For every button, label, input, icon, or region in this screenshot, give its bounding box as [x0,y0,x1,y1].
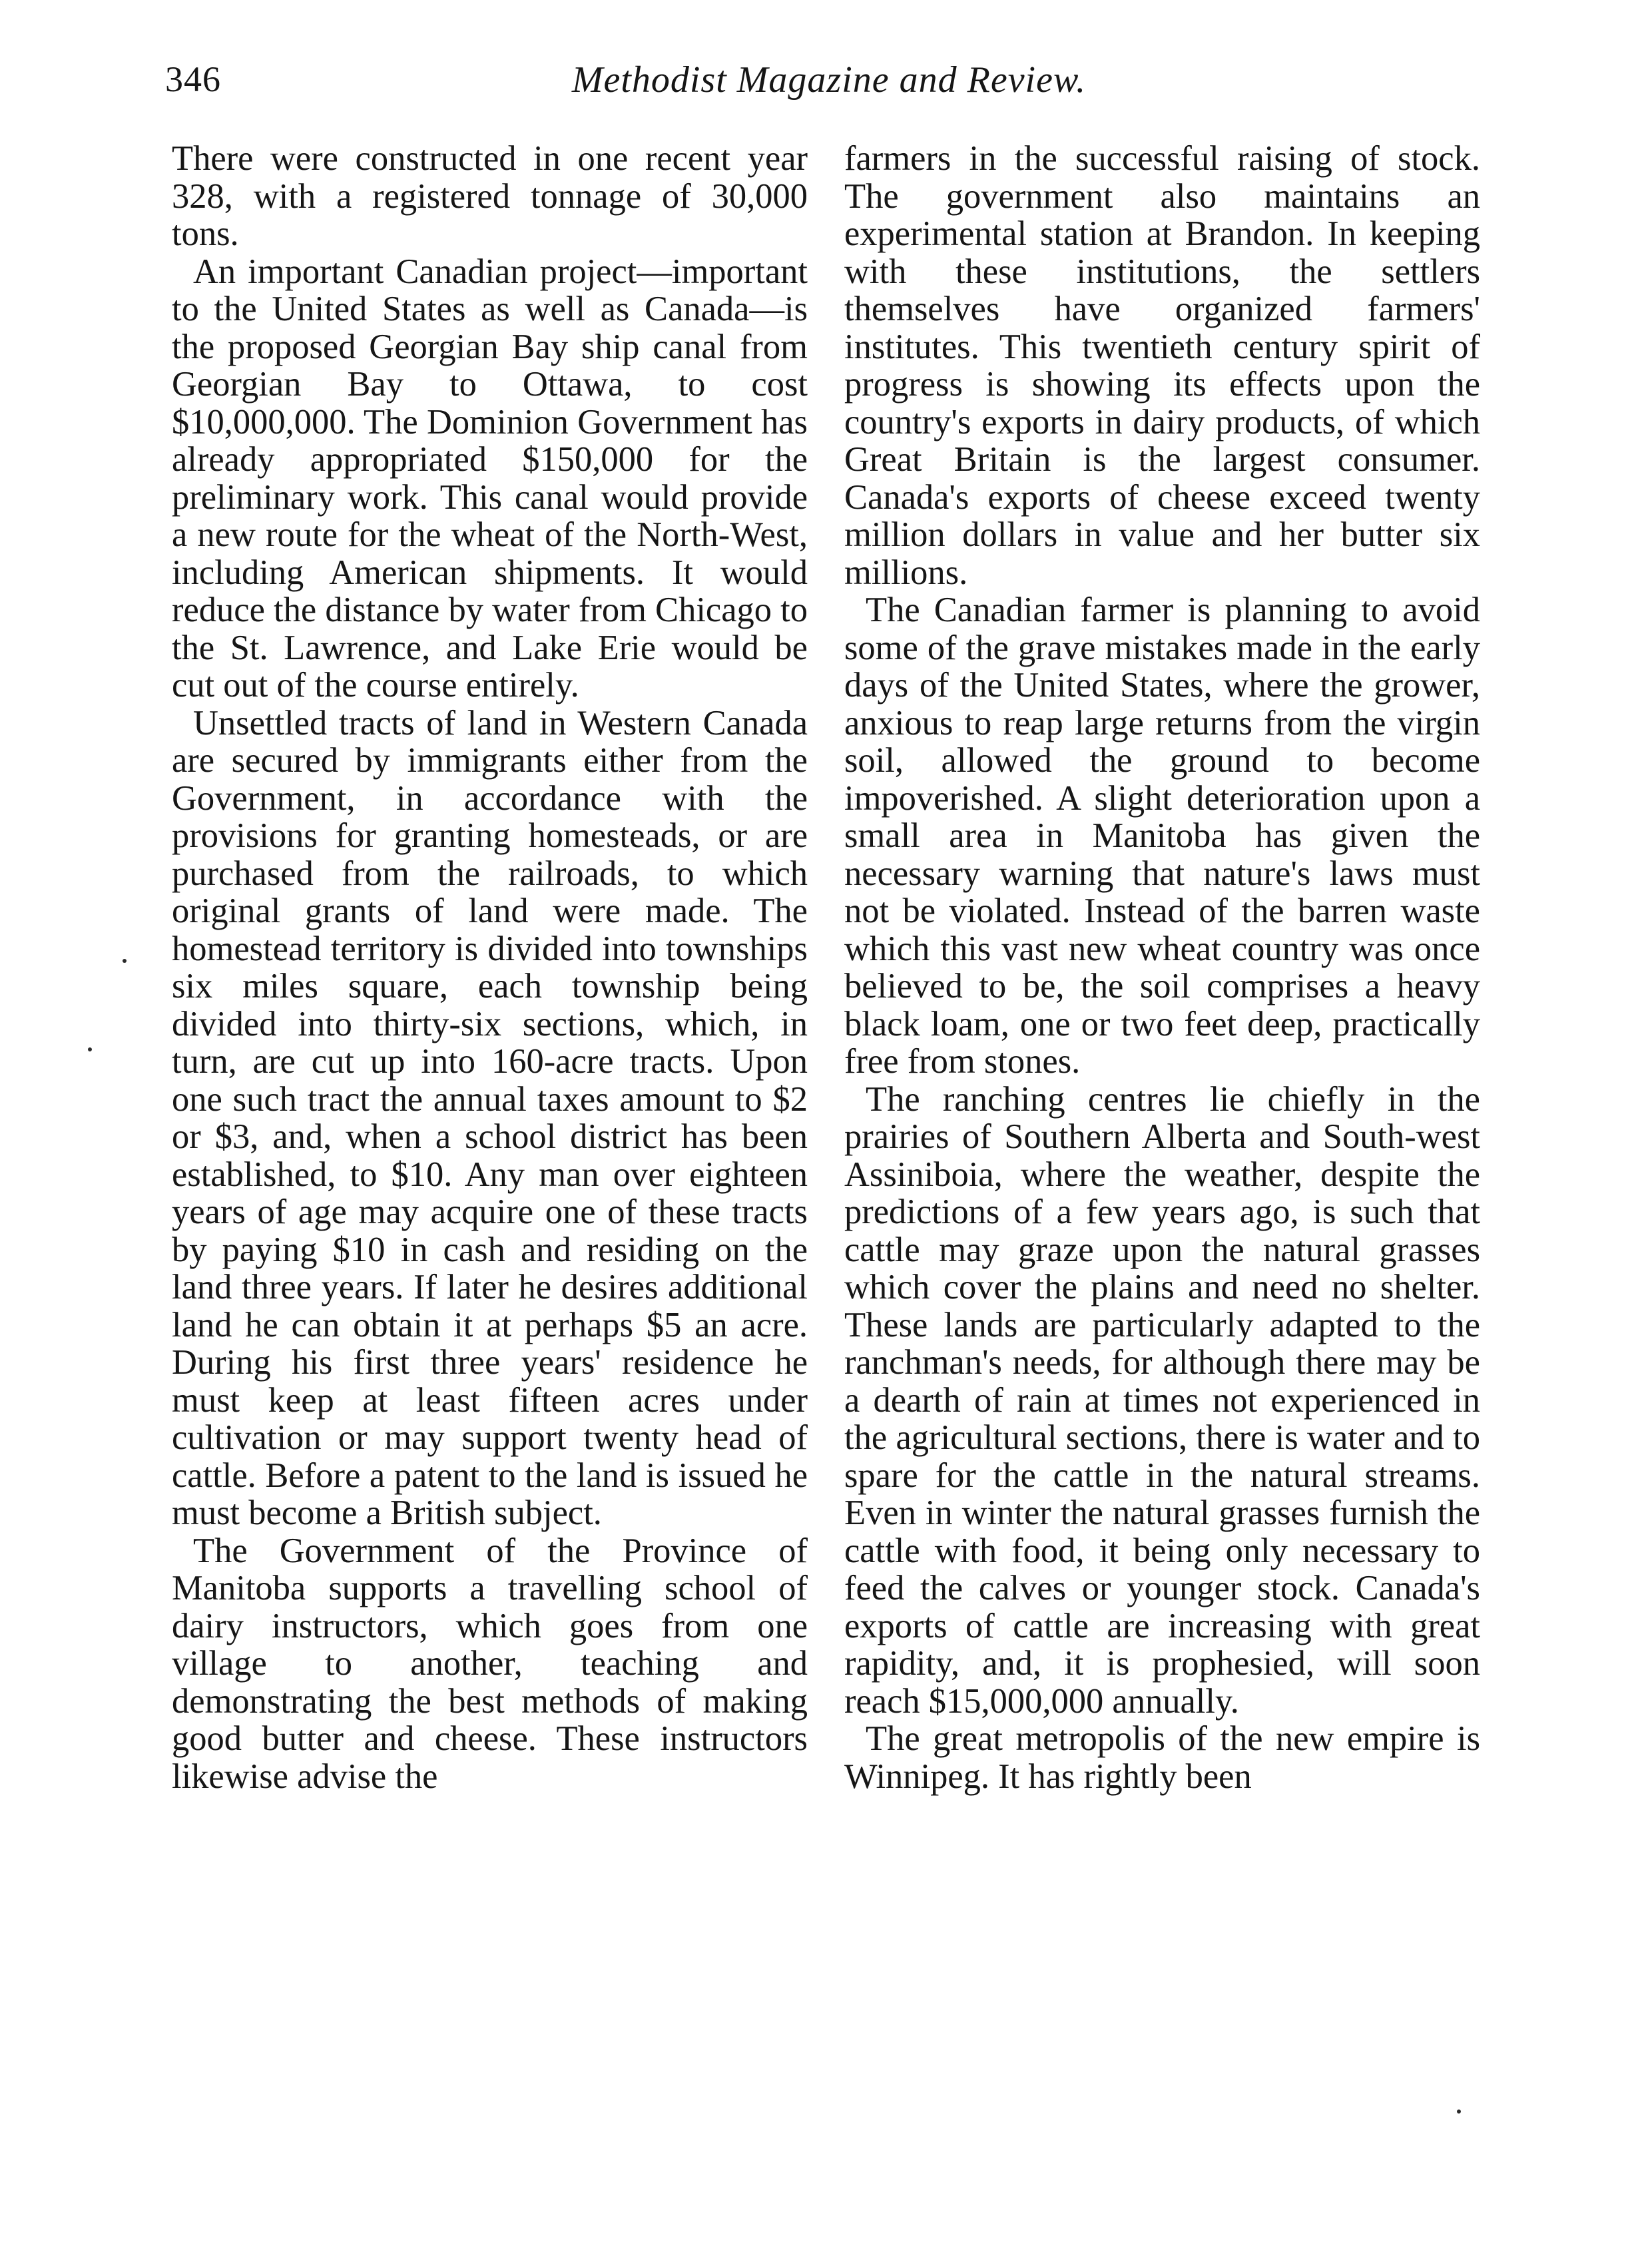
running-head: Methodist Magazine and Review. [571,59,1087,101]
paragraph: The Government of the Province of Manitoba supports a travelling school of dairy instructors, which goes from one village to another, teaching and demonstrating the best methods of making good butter and cheese. These instructors likewise advise the [172,1531,808,1796]
page-number: 346 [165,59,221,99]
left-column [172,140,808,1795]
paragraph: The Canadian farmer is planning to avoid some of the grave mistakes made in the early days of the United States, where the grower, anxious to reap large returns from the virgin soil, allowed the ground to become impoverished. A slight deterioration upon a small area in Manitoba has given the necessary warning that nature's laws must not be violated. Instead of the barren waste which this vast new wheat country was once believed to be, the soil comprises a heavy black loam, one or two feet deep, practically free from stones. [844,591,1480,1081]
print-speck [88,1047,92,1051]
paragraph: The ranching centres lie chiefly in the prairies of Southern Alberta and South-west Assiniboia, where the weather, despite the predictions of a few years ago, is such that cattle may graze upon the natural grasses which cover the plains and need no shelter. These lands are particularly adapted to the ranchman's needs, for although there may be a dearth of rain at times not experienced in the agricultural sections, there is water and to spare for the cattle in the natural streams. Even in winter the natural grasses furnish the cattle with food, it being only necessary to feed the calves or younger stock. Canada's exports of cattle are increasing with great rapidity, and, it is prophesied, will soon reach $15,000,000 annually. [844,1079,1480,1721]
right-column [844,140,1480,1795]
paragraph: Unsettled tracts of land in Western Canada are secured by immigrants either from the Government, in accordance with the provisions for granting homesteads, or are purchased from the railroads, to which original grants of land were made. The homestead territory is divided into townships six miles square, each township being divided into thirty-six sections, which, in turn, are cut up into 160-acre tracts. Upon one such tract the annual taxes amount to $2 or $3, and, when a school district has been established, to $10. Any man over eighteen years of age may acquire one of these tracts by paying $10 in cash and residing on the land three years. If later he desires additional land he can obtain it at perhaps $5 an acre. During his first three years' residence he must keep at least fifteen acres under cultivation or may support twenty head of cattle. Before a patent to the land is issued he must become a British subject. [172,703,808,1532]
print-speck [1457,2110,1461,2114]
print-speck [123,959,127,963]
paragraph: An important Canadian project—important to the United States as well as Canada—is the proposed Georgian Bay ship canal from Georgian Bay to Ottawa, to cost $10,000,000. The Dominion Government has already appropriated $150,000 for the preliminary work. This canal would provide a new route for the wheat of the North-West, including American shipments. It would reduce the distance by water from Chicago to the St. Lawrence, and Lake Erie would be cut out of the course entirely. [172,252,808,705]
paragraph: There were constructed in one recent year 328, with a registered tonnage of 30,000 tons. [172,139,808,253]
paragraph: The great metropolis of the new empire is Winnipeg. It has rightly been [844,1719,1480,1796]
paragraph: farmers in the successful raising of stock. The government also maintains an experimental station at Brandon. In keeping with these institutions, the settlers themselves have organized farmers' institutes. This twentieth century spirit of progress is showing its effects upon the country's exports in dairy products, of which Great Britain is the largest consumer. Canada's exports of cheese exceed twenty million dollars in value and her butter six millions. [844,139,1480,592]
